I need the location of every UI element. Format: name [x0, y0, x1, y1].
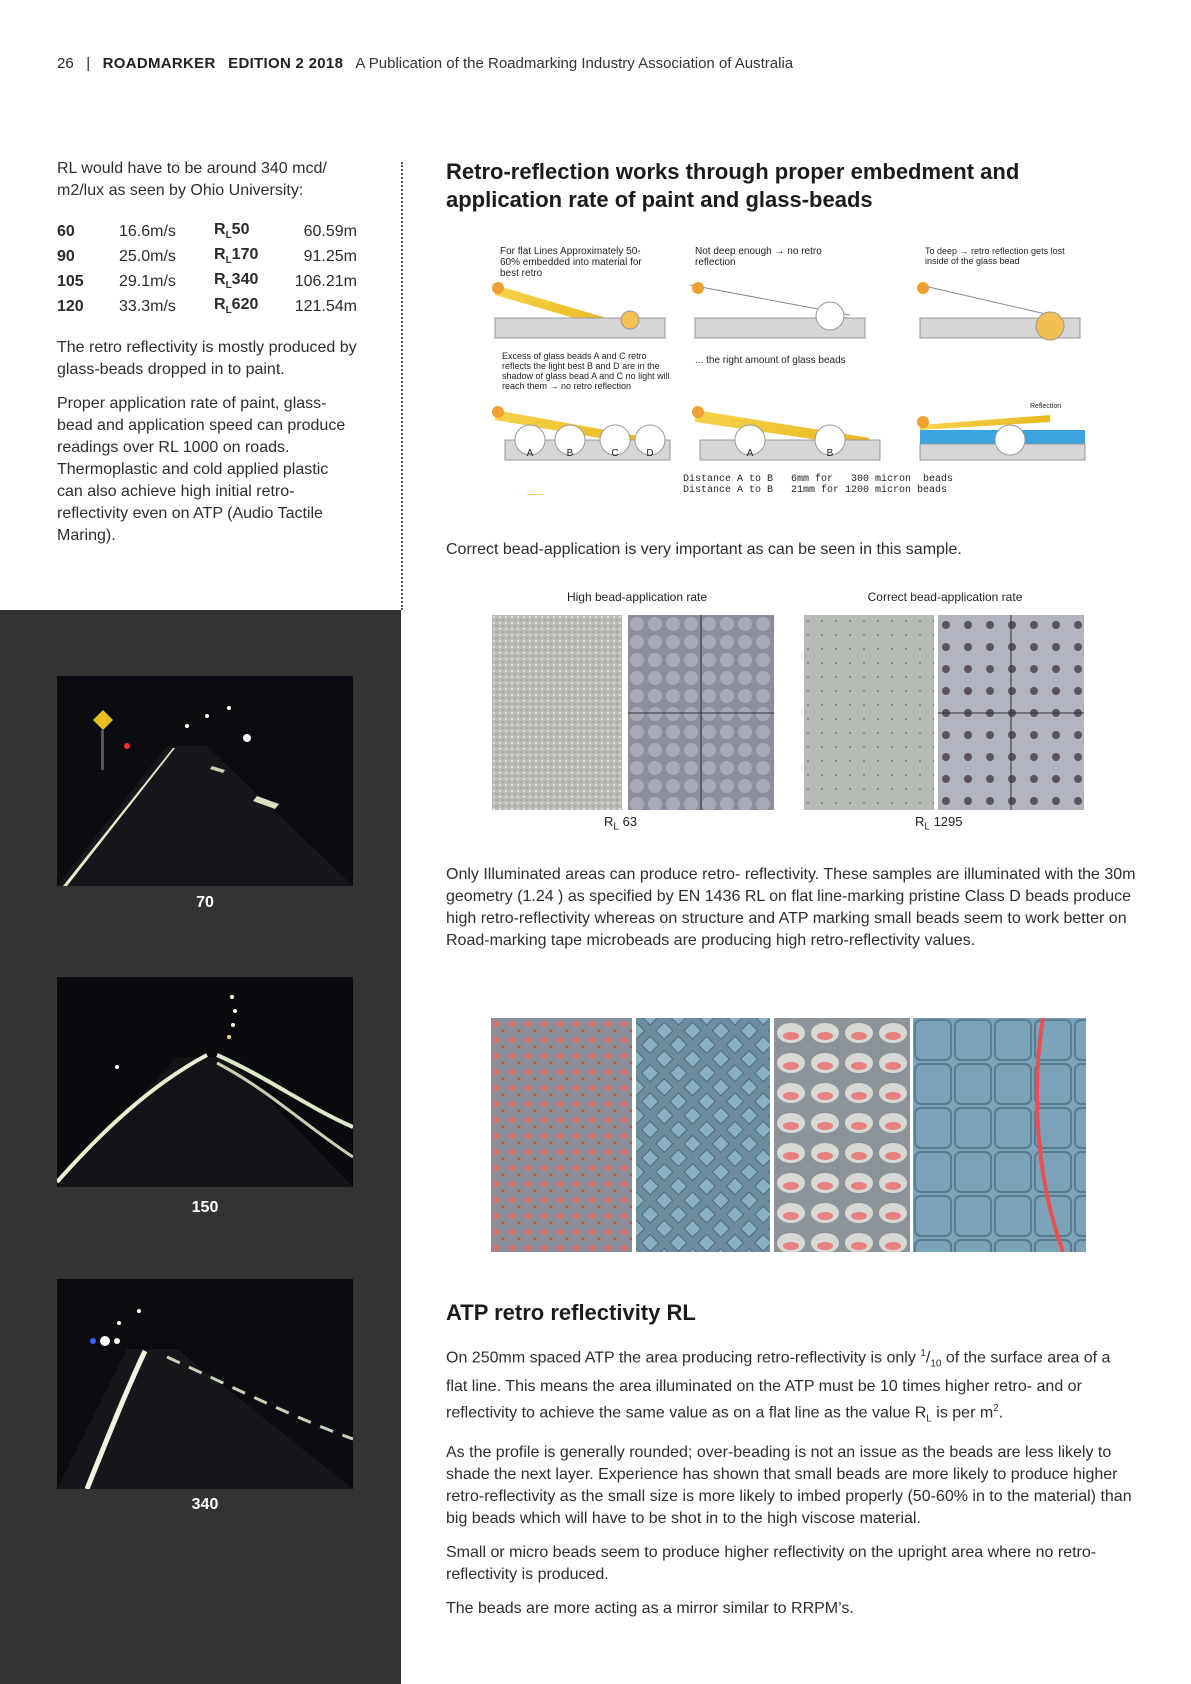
speed-cell-distance: 106.21m — [294, 272, 357, 290]
speed-cell-rate: 33.3m/s — [119, 297, 176, 315]
sample-correct-surface — [804, 615, 934, 810]
left-para-2: Proper application rate of paint, glass-bead and application speed can produce readings over RL 1000 on roads. Thermoplastic and cold applied plastic can also achieve high initial retro-reflectivity even on ATP (Audio Tactile Maring). — [57, 395, 346, 544]
rl-sub: L — [924, 821, 930, 833]
left-paragraphs — [57, 337, 357, 559]
sample-high-surface — [492, 615, 622, 810]
rl-value: 63 — [622, 814, 638, 829]
illumination-paragraph: Only Illuminated areas can produce retro- reflectivity. These samples are illuminated with the 30m geometry (1.24 ) as specified by EN 1436 RL on flat line-marking pristine Class D beads produce high retro-reflectivity whereas on structure and ATP marking small beads seem to work better on Road-marking tape microbeads are producing high retro-reflectivity values. — [446, 866, 1136, 949]
rl-value: 620 — [231, 296, 259, 314]
speed-cell-speed: 105 — [57, 272, 84, 290]
diagram-label-not-deep: Not deep enough → no retro reflection — [695, 246, 822, 268]
rl-sub: L — [225, 280, 232, 292]
speed-cell-speed: 90 — [57, 247, 75, 265]
atp-sample-flat — [491, 1018, 632, 1252]
fraction-denominator: 10 — [930, 1358, 942, 1370]
page-number: 26 — [57, 55, 74, 72]
sample-title-high: High bead-application rate — [566, 590, 708, 604]
diagram-label-right-amount: ... the right amount of glass beads — [695, 355, 846, 366]
heading-atp: ATP retro reflectivity RL — [446, 1300, 696, 1325]
diagram-label-reflection: Reflection — [1030, 403, 1062, 410]
publication-line: A Publication of the Roadmarking Industry Association of Australia — [355, 55, 794, 72]
speed-cell-distance: 60.59m — [303, 222, 357, 240]
column-divider — [401, 162, 403, 610]
rl-value: 170 — [231, 246, 259, 264]
speed-cell-distance: 121.54m — [294, 297, 357, 315]
magazine-name: ROADMARKER — [102, 55, 216, 72]
speed-row — [57, 269, 357, 294]
atp-para-1: On 250mm spaced ATP the area producing retro-reflectivity is only $^1/_{10}$ of the surface area of a flat line. This means the area illuminated on the ATP must be 10 times higher retro- and or reflectivity to achieve the same value as on a flat line as the value $R_L$ is per $m^2$. — [446, 1348, 1111, 1425]
rl-sub: L — [613, 821, 619, 833]
speed-cell-rl — [214, 269, 284, 294]
night-road-photo-70 — [57, 676, 353, 886]
rl-sub: L — [225, 230, 232, 242]
speed-cell-speed: 60 — [57, 222, 75, 240]
speed-cell-distance: 91.25m — [303, 247, 357, 265]
atp-para-2: As the profile is generally rounded; over-beading is not an issue as the beads are less likely to shade the next layer. Experience has shown that small beads are more likely to produce higher retro-reflectivity as the small size is more likely to imbed properly (50-60% in to the material) than big beads which will have to be shot in to the high viscose material. — [446, 1444, 1132, 1528]
bead-label-b1: B — [566, 448, 574, 459]
diagram-label-too-deep: To deep → retro reflection gets lost inside of the glass bead — [925, 246, 1065, 266]
bead-embedment-diagram — [490, 240, 1090, 495]
sample-correct-micro — [938, 615, 1084, 810]
atp-sample-atp — [774, 1018, 910, 1252]
page-header — [57, 55, 793, 72]
night-road-photo-340 — [57, 1279, 353, 1489]
speed-cell-rate: 16.6m/s — [119, 222, 176, 240]
rl-prefix: R — [604, 814, 614, 829]
night-road-photo-150 — [57, 977, 353, 1187]
caption-bead-application: Correct bead-application is very important as can be seen in this sample. — [446, 541, 962, 558]
photo-label-150: 150 — [191, 1199, 219, 1216]
rl-prefix: R — [214, 246, 226, 264]
left-intro — [57, 158, 357, 214]
rl-sub: L — [926, 1413, 932, 1425]
speed-row — [57, 244, 357, 269]
distance-line-2: Distance A to B 21mm for 1200 micron beads — [683, 485, 948, 496]
atp-para-4: The beads are more acting as a mirror similar to RRPM’s. — [446, 1600, 854, 1618]
squared-sup: 2 — [993, 1402, 999, 1414]
intro-text: RL would have to be around 340 mcd/ m2/lux as seen by Ohio University: — [57, 160, 327, 199]
rl-value: 50 — [231, 221, 250, 239]
photo-label-340: 340 — [191, 1496, 219, 1513]
speed-cell-speed: 120 — [57, 297, 84, 315]
rl-sub: L — [225, 255, 232, 267]
distance-line-1: Distance A to B 6mm for 300 micron beads — [683, 474, 954, 485]
sample-value-high — [604, 814, 637, 833]
speed-row — [57, 219, 357, 244]
fraction-numerator: 1 — [920, 1348, 926, 1359]
rl-value: 340 — [231, 271, 259, 289]
diagram-label-flat: For flat Lines Approximately 50-60% embedded into material for best retro — [500, 246, 642, 279]
sample-high-micro — [628, 615, 774, 810]
speed-cell-rl — [214, 244, 284, 269]
bead-label-c: C — [611, 448, 619, 459]
sample-value-correct — [915, 814, 963, 833]
rl-prefix: R — [214, 271, 226, 289]
heading-retro-reflection: Retro-reflection works through proper embedment and application rate of paint and glass-beads — [446, 159, 1020, 212]
diagram-label-excess: Excess of glass beads A and C retro reflects the light best B and D are in the shadow of glass bead A and C no light will reach them → no retro reflection — [502, 351, 670, 391]
speed-cell-rl — [214, 219, 284, 244]
rl-value: 1295 — [933, 814, 963, 829]
diagram-distance-note — [683, 474, 954, 496]
bead-label-a1: A — [526, 448, 534, 459]
left-para-1: The retro reflectivity is mostly produced by glass-beads dropped in to paint. — [57, 339, 357, 378]
speed-cell-rl — [214, 294, 284, 319]
rl-prefix: R — [214, 221, 226, 239]
atp-sample-tape — [913, 1018, 1086, 1252]
bead-label-a2: A — [746, 448, 754, 459]
header-separator: | — [86, 55, 91, 72]
rl-sub: L — [225, 305, 232, 317]
atp-para-1-part-b: of the surface area of a flat line. This means the area illuminated on the ATP must be 10 times higher retro- and or reflectivity to achieve the same value as on a flat line as the value R — [446, 1349, 1111, 1421]
atp-para-1-part-a: On 250mm spaced ATP the area producing retro-reflectivity is only — [446, 1349, 921, 1367]
speed-cell-rate: 29.1m/s — [119, 272, 176, 290]
bead-label-d: D — [646, 448, 654, 459]
atp-para-1-part-c: is per m — [931, 1403, 994, 1421]
rl-prefix: R — [915, 814, 925, 829]
speed-rl-table — [57, 219, 357, 319]
atp-para-1-end: . — [998, 1403, 1004, 1421]
rl-prefix: R — [214, 296, 226, 314]
atp-para-3: Small or micro beads seem to produce higher reflectivity on the upright area where no retro-reflectivity is produced. — [446, 1544, 1097, 1584]
photo-label-70: 70 — [196, 894, 214, 911]
sample-title-correct: Correct bead-application rate — [867, 590, 1023, 604]
bead-label-b2: B — [826, 448, 834, 459]
atp-paragraphs — [446, 1343, 1136, 1632]
speed-cell-rate: 25.0m/s — [119, 247, 176, 265]
speed-row — [57, 294, 357, 319]
atp-sample-structure — [636, 1018, 770, 1252]
edition-label: EDITION 2 2018 — [228, 55, 344, 72]
